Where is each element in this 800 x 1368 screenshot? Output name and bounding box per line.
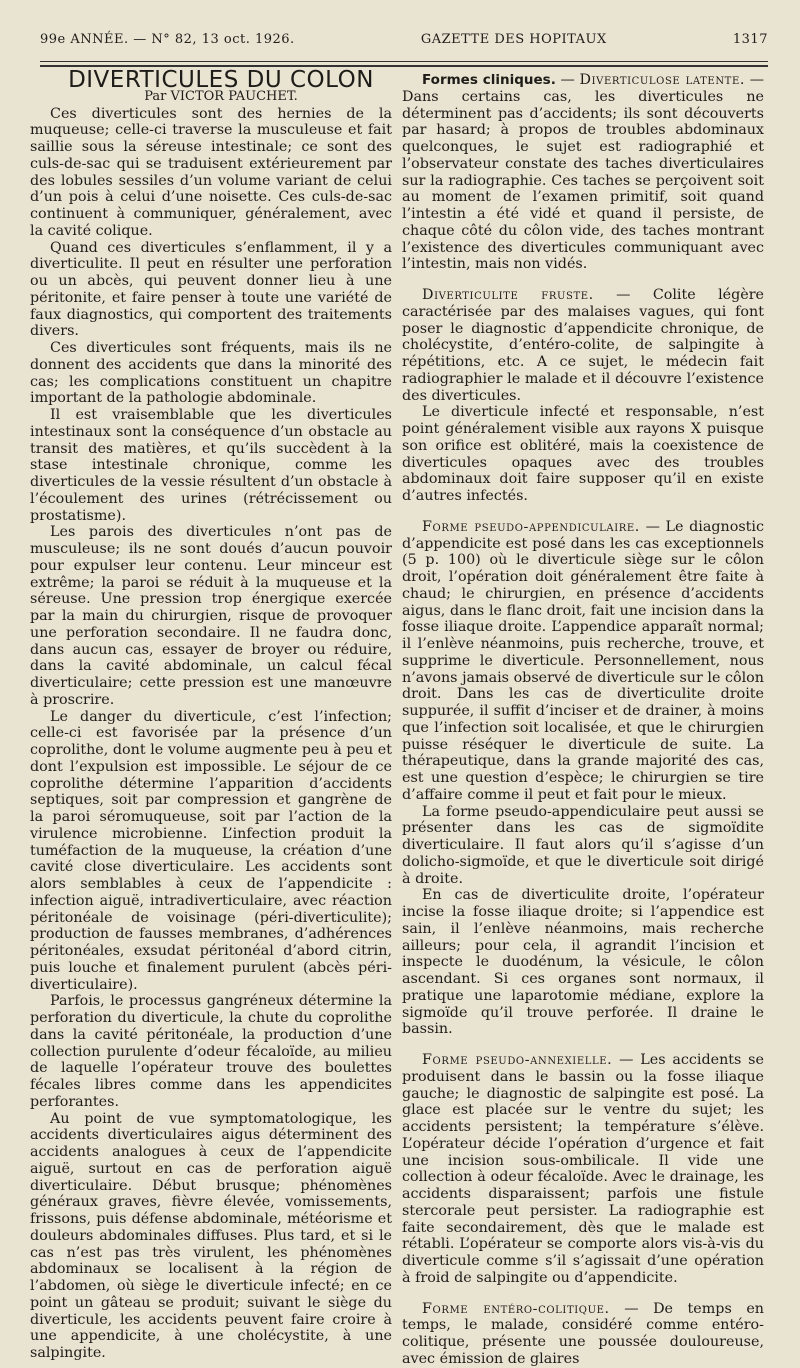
paragraph: Le danger du diverticule, c’est l’infection; celle-ci est favorisée par la présence d’un coprolithe, dont le volume augmente peu à peu et dont l’expulsion est impossible. Le séjour de ce coprolithe détermine l’apparition d’accidents septiques, soit par compression et gangrène de la paroi séromuqueuse, soit par l’action de la virulence microbienne. L’infection produit la tuméfaction de la muqueuse, la création d’une cavité close diverticulaire. Les accidents sont alors semblables à ceux de l’appendicite : infection aiguë, intradiverticulaire, avec réaction péritonéale de voisinage (péri-diverticulite); production de fausses membranes, d’adhérences péritonéales, exsudat péritonéal d’abord citrin, puis louche et finalement purulent (abcès péri-diverticulaire). <box>30 708 392 993</box>
paragraph: Ces diverticules sont des hernies de la muqueuse; celle-ci traverse la musculeuse et fait saillie sous la séreuse intestinale; ce sont des culs-de-sac qui se traduisent extérieurement par des lobules sessiles d’un volume variant de celui d’un pois à celui d’une noisette. Ces culs-de-sac continuent à communiquer, généralement, avec la cavité colique. <box>30 105 392 239</box>
left-column <box>30 67 392 1362</box>
paragraph: Au point de vue symptomatologique, les accidents diverticulaires aigus déterminent des accidents analogues à ceux de l’appendicite aiguë, surtout en cas de perforation aiguë diverticulaire. Début brusque; phénomènes généraux graves, fièvre élevée, vomissements, frissons, puis défense abdominale, météorisme et douleurs abdominales diffuses. Plus tard, et si le cas n’est pas très virulent, les phénomènes abdominaux se localisent à la région de l’abdomen, où siège le diverticule infecté; en ce point un gâteau se produit; suivant le siège du diverticule, les accidents peuvent faire croire à une appendicite, à une cholécystite, à une salpingite. <box>30 1110 392 1361</box>
section-heading: Formes cliniques. <box>422 72 556 88</box>
paragraph: Ces diverticules sont fréquents, mais ils ne donnent des accidents que dans la minorité des cas; les complications constituent un chapitre important de la pathologie abdominale. <box>30 340 392 407</box>
paragraph: La forme pseudo-appendiculaire peut aussi se présenter dans les cas de sigmoïdite diverticulaire. Il faut alors qu’il s’agisse d’un dolicho-sigmoïde, et que le diverticule soit dirigé à droite. <box>402 803 764 887</box>
article-title: DIVERTICULES DU COLON <box>68 67 374 93</box>
paragraph: Les parois des diverticules n’ont pas de musculeuse; ils ne sont doués d’aucun pouvoir pour expulser leur contenu. Leur minceur est extrême; la paroi se réduit à la muqueuse et la séreuse. Une pression trop énergique exercée par la main du chirurgien, risque de provoquer une perforation secondaire. Il ne faudra donc, dans aucun cas, essayer de broyer ou réduire, dans la cavité abdominale, un calcul fécal diverticulaire; cette pression est une manœuvre à proscrire. <box>30 524 392 708</box>
section-subheading: Diverticulose latente. <box>579 72 745 88</box>
running-header <box>40 32 768 56</box>
header-issue: 99e ANNÉE. — N° 82, 13 oct. 1926. <box>40 32 295 47</box>
paragraph: Le diverticule infecté et responsable, n’est point généralement visible aux rayons X puisque son orifice est oblitéré, mais la coexistence de diverticules opaques avec des troubles abdominaux doit faire supposer qu’il en existe d’autres infectés. <box>402 404 764 504</box>
right-column <box>402 72 764 1368</box>
header-journal-title: GAZETTE DES HOPITAUX <box>420 32 607 47</box>
section-text: Dans certains cas, les diverticules ne déterminent pas d’accidents; ils sont découverts par hasard; à propos de troubles abdominaux quelconques, le sujet est radiographié et l’observateur constate des taches diverticulaires sur la radiographie. Ces taches se perçoivent soit au moment de l’examen primitif, soit quand l’intestin a été vidé et quand il persiste, de chaque côté du côlon vide, des taches montrant l’existence des diverticules communiquant avec l’intestin, mais non vidés. <box>402 88 764 273</box>
header-rule-thin <box>40 61 768 62</box>
section-text: Colite légère caractérisée par des malaises vagues, qui font poser le diagnostic d’appendicite chronique, de cholécystite, d’entéro-colite, de salpingite à répétitions, etc. A ce sujet, le médecin fait radiographier le malade et il découvre l’existence des diverticules. <box>402 287 765 404</box>
section-formes-cliniques: Formes cliniques. — Diverticulose latente. — Dans certains cas, les diverticules ne déterminent pas d’accidents; ils sont découverts par hasard; à propos de troubles abdominaux quelconques, le sujet est radiographié et l’observateur constate des taches diverticulaires sur la radiographie. Ces taches se perçoivent soit au moment de l’examen primitif, soit quand l’intestin a été vidé et quand il persiste, de chaque côté du côlon vide, des taches montrant l’existence des diverticules communiquant avec l’intestin, mais non vidés. <box>402 72 764 273</box>
header-page-number: 1317 <box>732 32 768 47</box>
section-heading: Diverticulite fruste. <box>422 287 594 303</box>
section-heading: Forme pseudo-annexielle. <box>422 1052 613 1068</box>
section-pseudo-appendiculaire: Forme pseudo-appendiculaire. — Le diagnostic d’appendicite est posé dans les cas exceptionnels (5 p. 100) où le diverticule siège sur le côlon droit, l’opération doit généralement être faite à chaud; le chirurgien, en présence d’accidents aigus, dans le flanc droit, fait une incision dans la fosse iliaque droite. L’appendice apparaît normal; il l’enlève néanmoins, puis recherche, trouve, et supprime le diverticule. Personnellement, nous n’avons jamais observé de diverticule sur le côlon droit. Dans les cas de diverticulite droite suppurée, il suffit d’inciser et de drainer, à moins que l’infection soit localisée, et que le chirurgien puisse réséquer le diverticule de suite. La thérapeutique, dans la grande majorité des cas, est une question d’espèce; le chirurgien se tire d’affaire comme il peut et fait pour le mieux. <box>402 518 764 803</box>
section-heading: Forme pseudo-appendiculaire. <box>422 518 640 535</box>
section-text: Le diagnostic d’appendicite est posé dans les cas exceptionnels (5 p. 100) où le diverticule siège sur le côlon droit, l’opération doit généralement être faite à chaud; le chirurgien, en présence d’accidents aigus, dans le flanc droit, fait une incision dans la fosse iliaque droite. L’appendice apparaît normal; il l’enlève néanmoins, puis recherche, trouve, et supprime le diverticule. Personnellement, nous n’avons jamais observé de diverticule sur le côlon droit. Dans les cas de diverticulite droite suppurée, il suffit d’inciser et de drainer, à moins que l’infection soit localisée, et que le chirurgien puisse réséquer le diverticule de suite. La thérapeutique, dans la grande majorité des cas, est une question d’espèce; le chirurgien se tire d’affaire comme il peut et fait pour le mieux. <box>402 518 764 803</box>
paragraph: Il est vraisemblable que les diverticules intestinaux sont la conséquence d’un obstacle au transit des matières, et qu’ils succèdent à la stase intestinale chronique, comme les diverticules de la vessie résultent d’un obstacle à l’écoulement des urines (rétrécissement ou prostatisme). <box>30 407 392 524</box>
paragraph: Parfois, le processus gangréneux détermine la perforation du diverticule, la chute du coprolithe dans la cavité péritonéale, la production d’une collection purulente d’odeur fécaloïde, au milieu de laquelle l’opérateur trouve des boulettes fécales libres comme dans les appendicites perforantes. <box>30 993 392 1110</box>
section-text: Les accidents se produisent dans le bassin ou la fosse iliaque gauche; le diagnostic de salpingite est posé. La glace est placée sur le ventre du sujet; les accidents persistent; la température s’élève. L’opérateur décide l’opération d’urgence et fait une incision sous-ombilicale. Il vide une collection à odeur fécaloïde. Avec le drainage, les accidents disparaissent; parfois une fistule stercorale peut persister. La radiographie est faite secondairement, dès que le malade est rétabli. L’opérateur se comporte alors vis-à-vis du diverticule comme s’il s’agissait d’une opération à froid de salpingite ou d’appendicite. <box>402 1052 764 1286</box>
article-author: Par VICTOR PAUCHET. <box>144 88 298 104</box>
section-pseudo-annexielle: Forme pseudo-annexielle. — Les accidents se produisent dans le bassin ou la fosse iliaque gauche; le diagnostic de salpingite est posé. La glace est placée sur le ventre du sujet; les accidents persistent; la température s’élève. L’opérateur décide l’opération d’urgence et fait une incision sous-ombilicale. Il vide une collection à odeur fécaloïde. Avec le drainage, les accidents disparaissent; parfois une fistule stercorale peut persister. La radiographie est faite secondairement, dès que le malade est rétabli. L’opérateur se comporte alors vis-à-vis du diverticule comme s’il s’agissait d’une opération à froid de salpingite ou d’appendicite. <box>402 1052 764 1286</box>
section-heading: Forme entéro-colitique. <box>422 1300 610 1317</box>
section-entero-colitique: Forme entéro-colitique. — De temps en temps, le malade, considéré comme entéro-colitique, présente une poussée douloureuse, avec émission de glaires <box>402 1300 765 1367</box>
paragraph: En cas de diverticulite droite, l’opérateur incise la fosse iliaque droite; si l’appendice est sain, il l’enlève néanmoins, mais recherche ailleurs; pour cela, il agrandit l’incision et inspecte le duodénum, la vésicule, le côlon ascendant. Si ces organes sont normaux, il pratique une laparotomie médiane, explore la sigmoïde qu’il trouve perforée. Il draine le bassin. <box>402 887 764 1038</box>
section-text: De temps en temps, le malade, considéré comme entéro-colitique, présente une poussée douloureuse, avec émission de glaires <box>402 1300 765 1367</box>
section-diverticulite-fruste: Diverticulite fruste. — Colite légère caractérisée par des malaises vagues, qui font poser le diagnostic d’appendicite chronique, de cholécystite, d’entéro-colite, de salpingite à répétitions, etc. A ce sujet, le médecin fait radiographier le malade et il découvre l’existence des diverticules. <box>402 287 765 404</box>
paragraph: Quand ces diverticules s’enflamment, il y a diverticulite. Il peut en résulter une perforation ou un abcès, qui peuvent donner lieu à une péritonite, et faire penser à toute une variété de faux diagnostics, qui comportent des traitements divers. <box>30 239 392 340</box>
